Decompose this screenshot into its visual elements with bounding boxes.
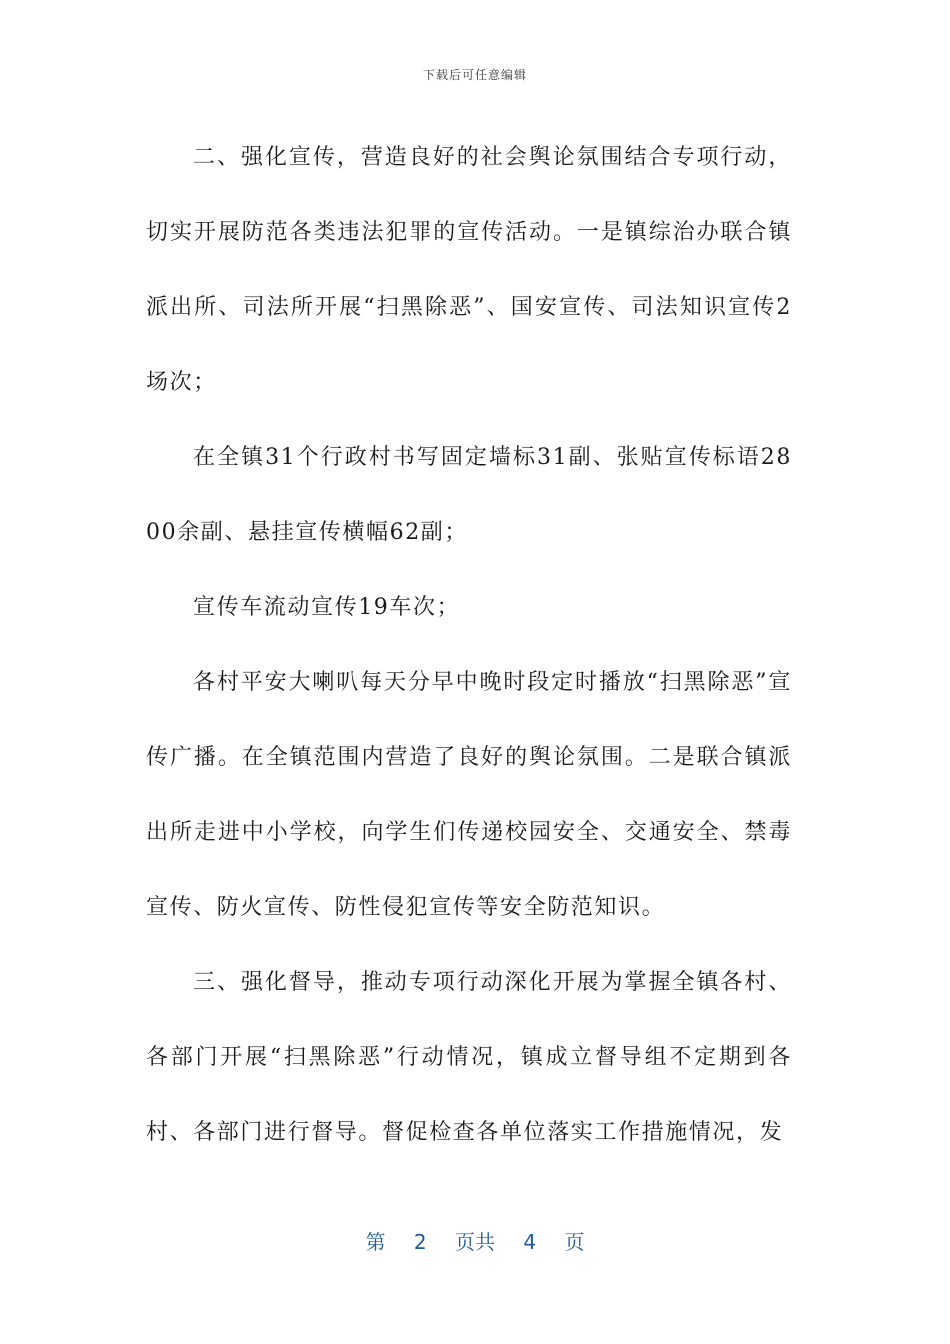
- paragraph-1: 二、强化宣传，营造良好的社会舆论氛围结合专项行动，切实开展防范各类违法犯罪的宣传活动。一是镇综治办联合镇派出所、司法所开展“扫黑除恶”、国安宣传、司法知识宣传2场次；: [146, 145, 792, 395]
- paragraph-2: 在全镇31个行政村书写固定墙标31副、张贴宣传标语2800余副、悬挂宣传横幅62副；: [146, 445, 792, 545]
- paragraph-5: 三、强化督导，推动专项行动深化开展为掌握全镇各村、各部门开展“扫黑除恶”行动情况，镇成立督导组不定期到各村、各部门进行督导。督促检查各单位落实工作措施情况，发: [146, 970, 792, 1145]
- page-footer: [0, 1226, 950, 1255]
- footer-prefix: 第: [365, 1230, 386, 1254]
- paragraph-4: 各村平安大喇叭每天分早中晚时段定时播放“扫黑除恶”宣传广播。在全镇范围内营造了良好的舆论氛围。二是联合镇派出所走进中小学校，向学生们传递校园安全、交通安全、禁毒宣传、防火宣传、防性侵犯宣传等安全防范知识。: [146, 670, 792, 920]
- paragraph-3: 宣传车流动宣传19车次；: [193, 595, 461, 620]
- header-note: 下载后可任意编辑: [422, 68, 527, 82]
- footer-suffix: 页: [564, 1230, 585, 1254]
- footer-total-pages: 4: [523, 1230, 537, 1254]
- footer-current-page: 2: [413, 1230, 427, 1254]
- footer-middle: 页共: [455, 1230, 495, 1254]
- document-body: [146, 120, 792, 1170]
